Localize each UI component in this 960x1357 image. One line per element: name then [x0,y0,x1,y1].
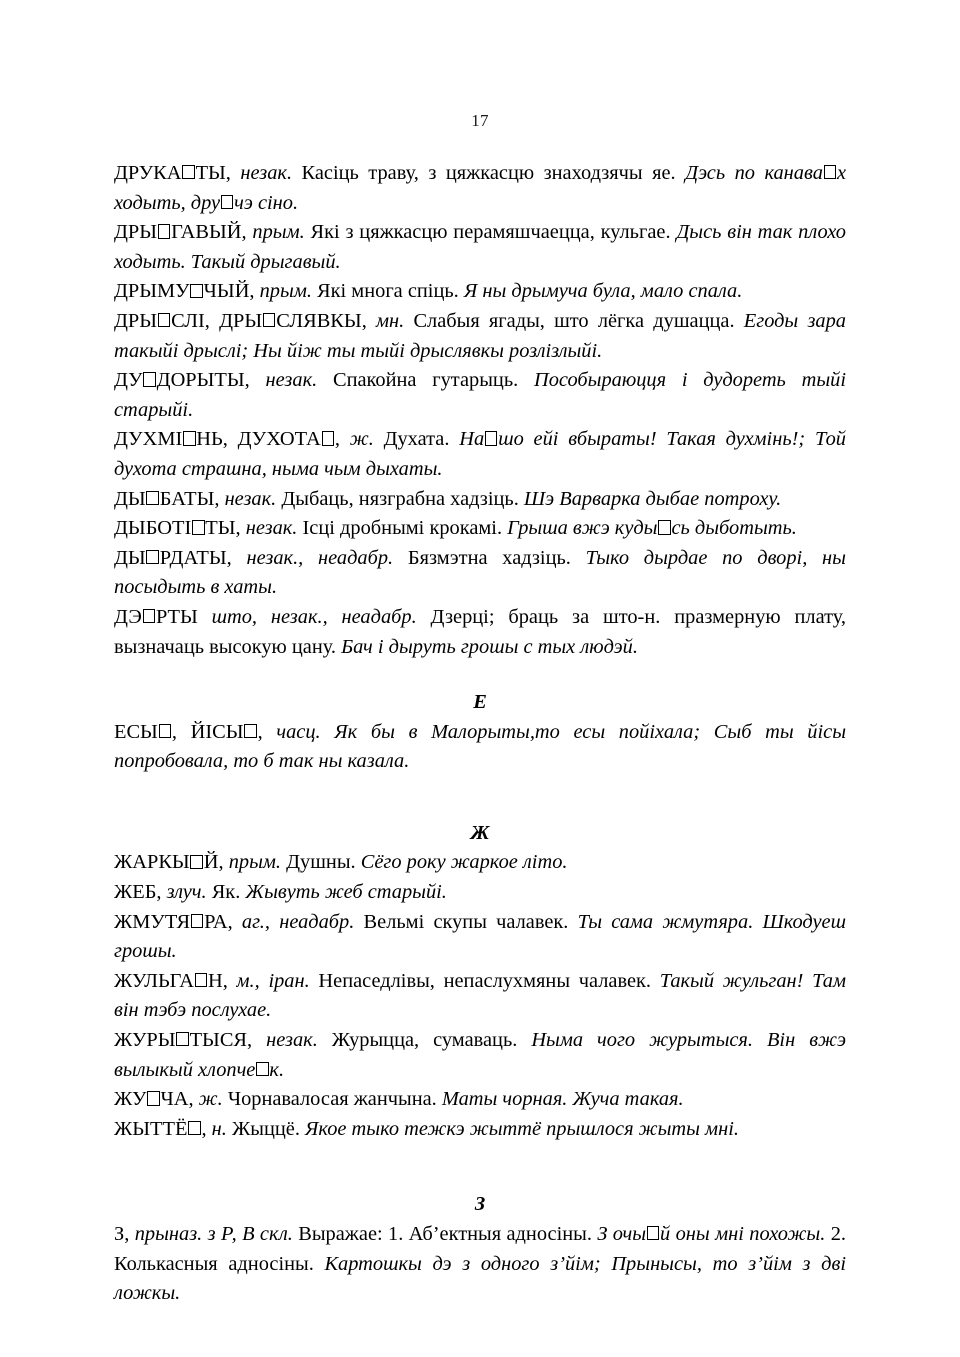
entry-gloss: Дыбаць, нязграбна хадзіць. [276,487,519,510]
section-heading-zh: Ж [470,821,490,844]
entry-list-e [114,718,846,777]
entry-grammar: ж. [193,1088,223,1111]
missing-glyph-box [190,855,203,869]
entry-headword: ДЫБОТІ ТЫ, [114,517,241,540]
entry-gloss-2: 2. Колькасныя адносіны. [114,1223,847,1275]
entry-headword: ЖМУТЯ РА, [114,910,233,933]
missing-glyph-box [263,313,276,327]
entry-headword: ЖУЛЬГА Н, [114,969,228,992]
entry-gloss: Непаседлівы, непаслухмяны чалавек. [309,969,652,992]
entry-gloss: Духата. [373,428,450,451]
entry-grammar: аг., неадабр. [232,910,355,933]
entry-example: Пособыраюцця і дудореть тыйі старыйі. [114,369,846,421]
entry-example: Ты сама жмутяра. Шкодуеш грошы. [114,910,846,963]
entry-example: Грыша вжэ куды сь дыботыть. [502,517,797,540]
entry-example: На шо ейі вбыраты! Такая духмінь!; Той духота страшна, ныма чым дыхаты. [114,428,846,480]
entry-grammar: прым. [254,280,312,303]
missing-glyph-box [256,1062,269,1076]
entry-grammar: часц. [262,720,321,743]
dictionary-entry [114,277,846,307]
entry-example: Маты чорная. Жуча такая. [436,1088,684,1111]
entry-headword: ЖУРЫ ТЫСЯ, [114,1029,253,1052]
missing-glyph-box [322,431,335,445]
entry-example: Тыко дырдае по дворі, ны посыдыть в хаты. [114,546,846,599]
entry-grammar: незак. [219,487,277,510]
missing-glyph-box [192,520,205,534]
missing-glyph-box [485,431,498,445]
entry-headword: ЖЫТТЁ , [114,1117,207,1140]
dictionary-entry [114,218,846,277]
missing-glyph-box [182,165,195,179]
entry-grammar: прыназ. з Р, В скл. [129,1223,293,1245]
section-spacer [114,1144,846,1190]
page-body [114,129,846,1309]
missing-glyph-box [221,195,234,209]
missing-glyph-box [146,491,159,505]
section-spacer [114,662,846,688]
entry-headword: ДРЫМУ ЧЫЙ, [114,280,255,303]
dictionary-entry [114,878,846,908]
missing-glyph-box [191,914,204,928]
entry-headword: ДУ ДОРЫТЫ, [114,369,250,392]
dictionary-entry [114,425,846,484]
dictionary-entry [114,603,846,662]
section-spacer [114,777,846,819]
entry-headword: ЖУ ЧА, [114,1088,194,1111]
entry-headword: ДЭ РТЫ [114,605,198,628]
entry-grammar: прым. [246,221,305,244]
dictionary-entry [114,1115,846,1145]
entry-example: Якое тыко тежкэ жыттё прышлося жыты мні. [299,1117,739,1140]
missing-glyph-box [183,431,196,445]
entry-example-2: Картошкы дэ з одного з’йім; Прынысы, то з’йім з дві ложкы. [114,1252,846,1305]
missing-glyph-box [158,313,171,327]
entry-grammar: што, незак., неадабр. [197,605,417,628]
dictionary-entry [114,718,846,777]
entry-example: Дысь він так плохо ходыть. Такый дрыгавый. [114,221,846,273]
entry-headword: ДРЫ СЛІ, ДРЫ СЛЯВКЫ, [114,309,367,332]
missing-glyph-box [824,165,837,179]
missing-glyph-box [143,609,156,623]
missing-glyph-box [188,1121,201,1135]
entry-example: Такый жульган! Там він тэбэ послухае. [114,969,846,1022]
entry-grammar: н. [206,1117,227,1140]
missing-glyph-box [647,1226,660,1240]
entry-grammar: незак., неадабр. [231,546,394,569]
dictionary-entry [114,908,846,967]
entry-example: Егоды зара такыйі дрыслі; Ны йіж ты тыйі дрыслявкы розлізлыйі. [114,309,846,362]
entry-gloss: Спакойна гутарыць. [317,369,519,392]
entry-example: Ныма чого журытыся. Він вжэ вылыкый хлопче к. [114,1029,847,1081]
dictionary-entry [114,1026,846,1085]
entry-headword: ДУХМІ НЬ, ДУХОТА , [114,428,340,451]
dictionary-entry [114,848,846,878]
entry-headword: ЖАРКЫ Й, [114,851,224,874]
entry-grammar: ж. [339,428,374,451]
entry-grammar: мн. [366,309,405,332]
dictionary-entry [114,485,846,515]
entry-gloss: Які з цяжкасцю перамяшчаецца, кульгае. [304,221,671,244]
page-number: 17 [471,111,489,130]
entry-gloss: Дзерці; браць за што-н. празмерную плату, вызначаць высокую цану. [114,605,846,658]
dictionary-entry [114,366,846,425]
entry-grammar: незак. [252,1029,318,1052]
entry-example: Сёго року жаркое літо. [355,851,568,874]
entry-grammar: незак. [230,162,293,184]
dictionary-entry [114,307,846,366]
entry-gloss: Бязмэтна хадзіць. [393,546,571,569]
entry-example: З очы й оны мні похожы. [591,1223,826,1245]
section-heading-z: З [474,1193,486,1216]
entry-gloss: Як. [206,881,241,904]
missing-glyph-box [190,284,203,298]
missing-glyph-box [195,973,208,987]
missing-glyph-box [146,550,159,564]
entry-example: Бач і дыруть грошы с тых людэй. [336,635,638,658]
dictionary-entry [114,1085,846,1115]
entry-grammar: м., іран. [227,969,310,992]
missing-glyph-box [244,724,257,738]
entry-grammar: прым. [223,851,282,874]
dictionary-entry [114,967,846,1026]
entry-headword: ДЫ РДАТЫ, [114,546,232,569]
entry-gloss: Слабыя ягады, што лёгка душацца. [404,309,735,332]
entry-list-z [114,1220,846,1309]
entry-example: Я ны дрымуча була, мало спала. [458,280,743,303]
missing-glyph-box [158,224,171,238]
entry-gloss: Душны. [281,851,356,874]
missing-glyph-box [159,724,172,738]
entry-gloss: Ісці дробнымі крокамі. [297,517,503,540]
entry-gloss: Вельмі скупы чалавек. [354,910,569,933]
entry-gloss: Які многа спіць. [311,280,459,303]
entry-grammar: незак. [249,369,318,392]
entry-gloss: Выражае: 1. Аб’ектныя адносіны. [292,1223,592,1245]
missing-glyph-box [143,372,156,386]
section-heading-e: Е [473,691,487,714]
entry-example: Шэ Варварка дыбае потроху. [518,487,782,510]
dictionary-entry [114,514,846,544]
missing-glyph-box [176,1032,189,1046]
entry-headword: ДРУКА ТЫ, [114,162,231,184]
entry-headword: ДРЫ ГАВЫЙ, [114,221,247,244]
entry-grammar: злуч. [161,881,207,904]
entry-headword: ЕСЫ , ЙІСЫ , [114,720,263,743]
entry-gloss: Жыццё. [226,1117,300,1140]
dictionary-entry [114,544,846,603]
missing-glyph-box [658,520,671,534]
dictionary-entry [114,159,846,218]
entry-headword: З, [114,1223,130,1245]
entry-example: Як бы в Малорыты,то есы пойіхала; Сыб ты йісы попробовала, то б так ны казала. [114,720,847,773]
entry-example: Дэсь по канава х ходыть, дру чэ сіно. [114,162,847,214]
entry-example: Жывуть жеб старыйі. [240,881,447,904]
entry-gloss: Журыцца, сумаваць. [317,1029,518,1052]
entry-gloss: Касіць траву, з цяжкасцю знаходзячы яе. [292,162,676,184]
entry-gloss: Чорнавалосая жанчына. [222,1088,437,1111]
entry-list-d [114,159,846,662]
dictionary-entry [114,1220,846,1309]
entry-grammar: незак. [240,517,298,540]
missing-glyph-box [147,1091,160,1105]
entry-headword: ЖЕБ, [114,881,162,904]
entry-headword: ДЫ БАТЫ, [114,487,220,510]
entry-list-zh [114,848,846,1144]
